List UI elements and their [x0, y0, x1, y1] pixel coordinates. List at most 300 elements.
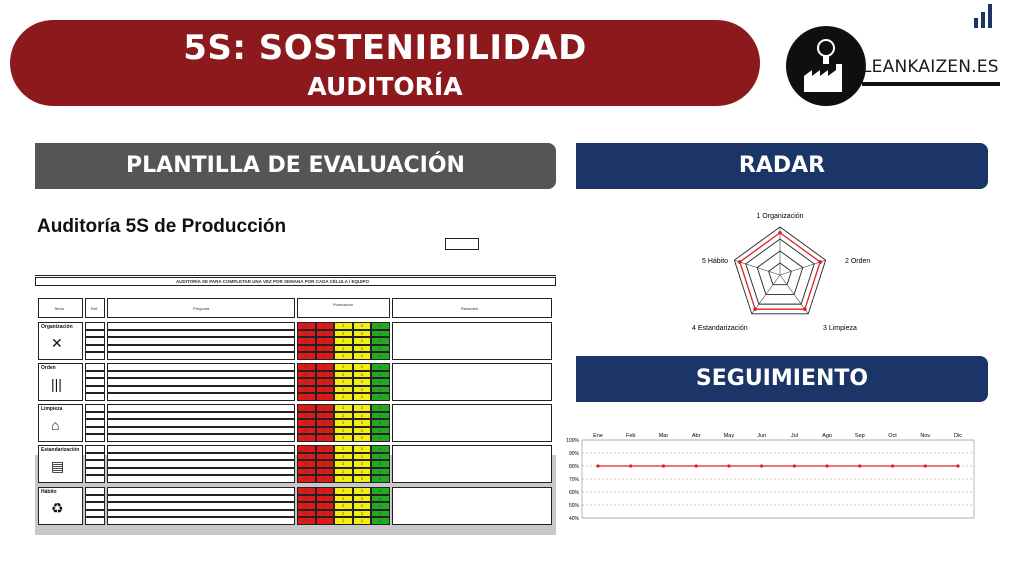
score-label: 1 — [323, 447, 326, 451]
score-label: 0 — [305, 421, 307, 426]
score-label: 2 — [342, 421, 345, 426]
score-label: 0 — [305, 354, 307, 359]
summary-cell — [392, 445, 552, 483]
score-cell — [334, 445, 353, 453]
ref-cell — [85, 345, 105, 353]
score-cell — [334, 460, 353, 468]
score-label: 2 — [342, 324, 345, 328]
score-cell — [297, 468, 316, 476]
ref-cell — [85, 393, 105, 401]
data-point — [629, 464, 632, 467]
question-cell — [107, 517, 295, 525]
score-cell — [371, 419, 390, 427]
score-label: 4 — [379, 331, 382, 336]
sheet-banner-text: AUDITORÍA SE PARA COMPLETAR UNA VEZ POR SEMANA POR CADA CÉLULA / EQUIPO — [176, 279, 370, 284]
ref-cell — [85, 378, 105, 386]
score-cell — [297, 330, 316, 338]
utensils-icon: ||| — [51, 376, 62, 392]
score-label: 3 — [360, 387, 363, 392]
x-tick-label: Ene — [593, 433, 603, 439]
score-cell — [353, 427, 372, 435]
score-cell — [371, 502, 390, 510]
score-label: 3 — [360, 469, 363, 474]
ref-cell — [85, 487, 105, 495]
score-label: 2 — [342, 504, 345, 509]
x-tick-label: Ago — [822, 433, 832, 439]
score-label: 1 — [323, 380, 326, 385]
score-label: 0 — [305, 413, 307, 418]
score-cell — [334, 322, 353, 330]
group-tema-cell — [38, 322, 83, 360]
radar-label-habito: 5 Hábito — [702, 258, 729, 265]
score-cell — [316, 453, 335, 461]
data-point — [760, 464, 763, 467]
score-cell — [353, 322, 372, 330]
score-cell — [297, 517, 316, 525]
logo-text: LEANKAIZEN.ES — [862, 57, 999, 77]
score-cell — [316, 393, 335, 401]
summary-cell — [392, 322, 552, 360]
score-cell — [371, 378, 390, 386]
score-cell — [334, 371, 353, 379]
score-cell — [353, 412, 372, 420]
x-tick-label: Sep — [854, 433, 865, 439]
score-cell — [297, 487, 316, 495]
score-cell — [353, 453, 372, 461]
score-label: 1 — [323, 324, 326, 328]
question-cell — [107, 460, 295, 468]
score-cell — [316, 378, 335, 386]
score-label: 1 — [323, 413, 326, 418]
score-cell — [371, 510, 390, 518]
ref-cell — [85, 371, 105, 379]
hdr-pregunta: Pregunta — [107, 298, 295, 318]
ref-cell — [85, 495, 105, 503]
score-label: 2 — [342, 496, 345, 501]
score-label: 3 — [360, 519, 363, 524]
data-point — [793, 464, 796, 467]
score-cell — [353, 460, 372, 468]
question-cell — [107, 393, 295, 401]
score-cell — [334, 468, 353, 476]
radar-label-orden: 2 Orden — [845, 258, 871, 265]
data-point — [727, 464, 730, 467]
score-label: 1 — [323, 454, 326, 459]
score-cell — [316, 330, 335, 338]
score-cell — [353, 434, 372, 442]
y-tick-label: 100% — [566, 438, 579, 444]
score-label: 0 — [305, 496, 307, 501]
x-tick-label: Feb — [625, 433, 636, 439]
score-label: 4 — [379, 511, 382, 516]
question-cell — [107, 330, 295, 338]
score-cell — [353, 502, 372, 510]
score-cell — [297, 378, 316, 386]
score-cell — [297, 453, 316, 461]
sheet-banner-row — [35, 277, 556, 286]
score-cell — [297, 404, 316, 412]
score-label: 0 — [305, 324, 307, 328]
ref-cell — [85, 404, 105, 412]
sheet-title: Auditoría 5S de Producción — [37, 216, 287, 237]
score-label: 2 — [342, 511, 345, 516]
score-cell — [371, 337, 390, 345]
score-cell — [316, 495, 335, 503]
score-label: 0 — [305, 406, 307, 410]
score-label: 1 — [323, 365, 326, 369]
score-label: 1 — [323, 436, 326, 441]
score-label: 4 — [379, 469, 382, 474]
score-label: 2 — [342, 413, 345, 418]
radar-point — [818, 260, 822, 264]
x-tick-label: Dic — [954, 433, 962, 439]
leankaizen-logo — [784, 4, 1000, 108]
score-cell — [334, 386, 353, 394]
x-tick-label: Oct — [888, 433, 897, 439]
score-label: 0 — [305, 477, 307, 482]
score-cell — [371, 445, 390, 453]
score-label: 3 — [360, 339, 363, 344]
y-tick-label: 50% — [568, 503, 579, 509]
data-point — [891, 464, 894, 467]
hdr-tema: Tema — [38, 298, 83, 318]
score-label: 3 — [360, 447, 363, 451]
score-cell — [316, 502, 335, 510]
score-cell — [297, 419, 316, 427]
radar-point — [753, 307, 757, 311]
sheet-info-row — [35, 250, 556, 276]
score-cell — [371, 352, 390, 360]
score-cell — [334, 378, 353, 386]
score-cell — [334, 475, 353, 483]
score-label: 3 — [360, 365, 363, 369]
score-cell — [297, 510, 316, 518]
score-label: 4 — [379, 354, 382, 359]
document-icon: ▤ — [51, 458, 65, 474]
score-cell — [316, 337, 335, 345]
score-label: 4 — [379, 496, 382, 501]
score-cell — [371, 393, 390, 401]
score-cell — [353, 337, 372, 345]
group-tema-cell — [38, 445, 83, 483]
audit-template-sheet — [35, 210, 556, 535]
score-cell — [353, 363, 372, 371]
score-label: 2 — [342, 447, 345, 451]
score-label: 4 — [379, 519, 382, 524]
score-cell — [353, 487, 372, 495]
score-cell — [334, 330, 353, 338]
score-label: 3 — [360, 372, 363, 377]
score-cell — [353, 445, 372, 453]
score-cell — [371, 468, 390, 476]
score-cell — [334, 337, 353, 345]
question-cell — [107, 345, 295, 353]
score-label: 3 — [360, 346, 363, 351]
radar-section-header: RADAR — [576, 143, 988, 189]
score-cell — [353, 330, 372, 338]
score-label: 3 — [360, 354, 363, 359]
score-label: 1 — [323, 387, 326, 392]
score-label: 4 — [379, 380, 382, 385]
score-cell — [353, 404, 372, 412]
score-cell — [316, 460, 335, 468]
score-cell — [334, 434, 353, 442]
score-label: 1 — [323, 504, 326, 509]
score-cell — [353, 386, 372, 394]
score-cell — [334, 352, 353, 360]
score-label: 0 — [305, 511, 307, 516]
score-label: 2 — [342, 462, 345, 467]
score-cell — [371, 345, 390, 353]
score-label: 4 — [379, 477, 382, 482]
radar-chart — [680, 205, 880, 345]
score-cell — [297, 502, 316, 510]
score-cell — [353, 419, 372, 427]
y-tick-label: 60% — [568, 490, 579, 496]
group-label: Orden — [41, 365, 56, 371]
group-tema-cell — [38, 404, 83, 442]
ref-cell — [85, 386, 105, 394]
score-label: 3 — [360, 477, 363, 482]
question-cell — [107, 363, 295, 371]
score-label: 3 — [360, 489, 363, 493]
score-cell — [316, 345, 335, 353]
score-cell — [371, 460, 390, 468]
summary-cell — [392, 487, 552, 525]
y-tick-label: 40% — [568, 516, 579, 522]
data-point — [956, 464, 959, 467]
score-cell — [297, 434, 316, 442]
score-cell — [316, 371, 335, 379]
score-label: 1 — [323, 346, 326, 351]
question-cell — [107, 352, 295, 360]
hdr-puntuacion: Puntuación — [297, 298, 390, 318]
radar-label-estandarizacion: 4 Estandarización — [692, 325, 748, 332]
score-label: 0 — [305, 428, 307, 433]
score-label: 2 — [342, 428, 345, 433]
x-tick-label: Jun — [757, 433, 767, 439]
ref-cell — [85, 468, 105, 476]
data-point — [695, 464, 698, 467]
ref-cell — [85, 510, 105, 518]
question-cell — [107, 510, 295, 518]
ref-cell — [85, 337, 105, 345]
score-label: 4 — [379, 324, 382, 328]
score-label: 2 — [342, 354, 345, 359]
score-cell — [334, 412, 353, 420]
score-label: 3 — [360, 436, 363, 441]
score-label: 1 — [323, 462, 326, 467]
ref-cell — [85, 412, 105, 420]
score-cell — [371, 495, 390, 503]
score-label: 0 — [305, 346, 307, 351]
score-label: 1 — [323, 469, 326, 474]
score-label: 1 — [323, 331, 326, 336]
score-label: 3 — [360, 454, 363, 459]
score-cell — [334, 510, 353, 518]
score-cell — [316, 419, 335, 427]
score-cell — [334, 517, 353, 525]
score-cell — [297, 352, 316, 360]
summary-cell — [392, 404, 552, 442]
score-cell — [353, 345, 372, 353]
score-label: 2 — [342, 372, 345, 377]
score-cell — [353, 468, 372, 476]
y-tick-label: 90% — [568, 451, 579, 457]
score-cell — [297, 345, 316, 353]
score-label: 0 — [305, 462, 307, 467]
score-cell — [334, 404, 353, 412]
tools-icon: ✕ — [51, 335, 63, 351]
score-label: 3 — [360, 504, 363, 509]
score-cell — [316, 510, 335, 518]
score-cell — [371, 386, 390, 394]
score-cell — [334, 453, 353, 461]
question-cell — [107, 371, 295, 379]
score-cell — [353, 393, 372, 401]
score-cell — [334, 502, 353, 510]
score-label: 0 — [305, 454, 307, 459]
score-label: 1 — [323, 354, 326, 359]
score-cell — [371, 371, 390, 379]
score-cell — [371, 363, 390, 371]
group-label: Estandarización — [41, 447, 80, 453]
score-label: 4 — [379, 489, 382, 493]
radar-label-organizacion: 1 Organización — [756, 213, 804, 220]
question-cell — [107, 412, 295, 420]
score-label: 3 — [360, 511, 363, 516]
question-cell — [107, 434, 295, 442]
score-label: 3 — [360, 462, 363, 467]
question-cell — [107, 468, 295, 476]
ref-cell — [85, 453, 105, 461]
ref-cell — [85, 363, 105, 371]
score-cell — [353, 495, 372, 503]
radar-point — [803, 307, 807, 311]
score-label: 0 — [305, 504, 307, 509]
score-label: 3 — [360, 413, 363, 418]
page-title: 5S: SOSTENIBILIDAD — [183, 28, 587, 68]
score-label: 0 — [305, 447, 307, 451]
score-label: 0 — [305, 365, 307, 369]
score-label: 4 — [379, 428, 382, 433]
radar-point — [738, 260, 742, 264]
score-label: 2 — [342, 469, 345, 474]
ref-cell — [85, 352, 105, 360]
score-cell — [353, 371, 372, 379]
ref-cell — [85, 517, 105, 525]
ref-cell — [85, 330, 105, 338]
score-cell — [316, 427, 335, 435]
score-cell — [297, 475, 316, 483]
score-cell — [371, 412, 390, 420]
score-label: 1 — [323, 421, 326, 426]
group-tema-cell — [38, 363, 83, 401]
tracking-line-chart — [560, 428, 980, 528]
score-label: 4 — [379, 462, 382, 467]
score-label: 0 — [305, 380, 307, 385]
score-cell — [297, 412, 316, 420]
score-cell — [316, 487, 335, 495]
score-label: 2 — [342, 436, 345, 441]
question-cell — [107, 337, 295, 345]
data-point — [825, 464, 828, 467]
question-cell — [107, 475, 295, 483]
score-label: 2 — [342, 387, 345, 392]
score-cell — [297, 445, 316, 453]
score-label: 4 — [379, 339, 382, 344]
score-label: 4 — [379, 365, 382, 369]
score-label: 2 — [342, 489, 345, 493]
group-tema-cell — [38, 487, 83, 525]
score-label: 0 — [305, 387, 307, 392]
broom-icon: ⌂ — [51, 417, 60, 433]
question-cell — [107, 453, 295, 461]
x-tick-label: Mar — [658, 433, 669, 439]
score-cell — [297, 322, 316, 330]
score-cell — [297, 427, 316, 435]
template-section-header: PLANTILLA DE EVALUACIÓN — [35, 143, 556, 189]
score-cell — [297, 460, 316, 468]
data-point — [858, 464, 861, 467]
x-tick-label: May — [723, 433, 735, 439]
group-label: Hábito — [41, 489, 57, 495]
score-label: 2 — [342, 339, 345, 344]
x-tick-label: Abr — [691, 433, 701, 439]
score-label: 0 — [305, 469, 307, 474]
score-label: 1 — [323, 372, 326, 377]
score-label: 2 — [342, 365, 345, 369]
question-cell — [107, 487, 295, 495]
score-cell — [353, 517, 372, 525]
score-cell — [316, 363, 335, 371]
score-cell — [316, 352, 335, 360]
score-cell — [371, 434, 390, 442]
score-cell — [371, 517, 390, 525]
y-tick-label: 80% — [568, 464, 579, 470]
score-cell — [371, 322, 390, 330]
question-cell — [107, 495, 295, 503]
score-cell — [334, 487, 353, 495]
ref-cell — [85, 427, 105, 435]
ref-cell — [85, 322, 105, 330]
score-label: 2 — [342, 406, 345, 410]
score-cell — [371, 330, 390, 338]
score-cell — [334, 393, 353, 401]
score-label: 3 — [360, 331, 363, 336]
score-label: 0 — [305, 519, 307, 524]
score-cell — [297, 363, 316, 371]
score-label: 3 — [360, 380, 363, 385]
score-cell — [316, 517, 335, 525]
hdr-ref: Ref — [85, 298, 105, 318]
score-label: 4 — [379, 421, 382, 426]
score-cell — [297, 386, 316, 394]
score-cell — [316, 434, 335, 442]
score-label: 0 — [305, 331, 307, 336]
score-label: 3 — [360, 395, 363, 400]
score-cell — [353, 475, 372, 483]
score-label: 1 — [323, 496, 326, 501]
radar-point — [778, 231, 782, 235]
score-label: 1 — [323, 395, 326, 400]
score-cell — [371, 427, 390, 435]
score-cell — [316, 322, 335, 330]
score-label: 4 — [379, 406, 382, 410]
score-cell — [371, 453, 390, 461]
score-cell — [334, 495, 353, 503]
score-label: 4 — [379, 395, 382, 400]
